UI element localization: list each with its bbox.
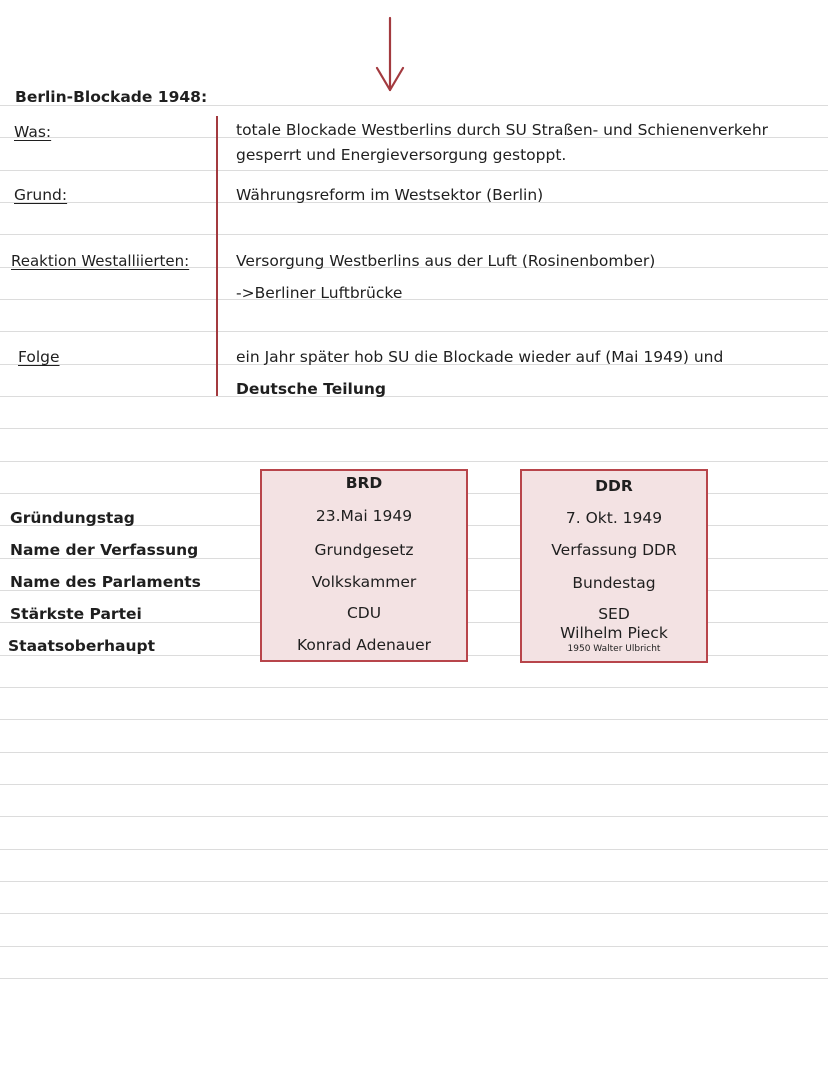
ddr-heading: DDR bbox=[595, 477, 633, 495]
brd-heading: BRD bbox=[345, 474, 383, 492]
label-grund: Grund: bbox=[14, 186, 68, 204]
brd-staatsoberhaupt: Konrad Adenauer bbox=[296, 636, 432, 654]
brd-box bbox=[260, 469, 468, 662]
row-label-verfassung: Name der Verfassung bbox=[10, 541, 199, 559]
label-was: Was: bbox=[14, 123, 52, 141]
row-label-parlament: Name des Parlaments bbox=[10, 573, 201, 591]
text-folge-line2: Deutsche Teilung bbox=[236, 380, 386, 398]
brd-verfassung: Grundgesetz bbox=[314, 541, 414, 559]
ddr-staatsoberhaupt: Wilhelm Pieck bbox=[560, 624, 668, 642]
vertical-divider bbox=[216, 116, 218, 396]
page-title: Berlin-Blockade 1948: bbox=[15, 88, 208, 106]
text-reaktion-line1: Versorgung Westberlins aus der Luft (Rosinenbomber) bbox=[236, 252, 656, 270]
ddr-staatsoberhaupt-note: 1950 Walter Ulbricht bbox=[567, 644, 661, 654]
text-folge-line1: ein Jahr später hob SU die Blockade wieder auf (Mai 1949) und bbox=[236, 348, 724, 366]
brd-partei: CDU bbox=[346, 604, 382, 622]
ddr-verfassung: Verfassung DDR bbox=[551, 541, 677, 559]
ddr-parlament: Bundestag bbox=[572, 574, 656, 592]
down-arrow-icon bbox=[374, 16, 406, 94]
text-was-line2: gesperrt und Energieversorgung gestoppt. bbox=[236, 146, 567, 164]
label-reaktion: Reaktion Westalliierten: bbox=[11, 252, 190, 270]
brd-parlament: Volkskammer bbox=[311, 573, 417, 591]
text-grund: Währungsreform im Westsektor (Berlin) bbox=[236, 186, 544, 204]
row-label-partei: Stärkste Partei bbox=[10, 605, 142, 623]
text-reaktion-line2: ->Berliner Luftbrücke bbox=[236, 284, 403, 302]
ddr-partei: SED bbox=[598, 605, 630, 623]
ddr-gruendungstag: 7. Okt. 1949 bbox=[565, 509, 663, 527]
label-folge: Folge bbox=[18, 348, 60, 366]
row-label-staatsoberhaupt: Staatsoberhaupt bbox=[8, 637, 156, 655]
brd-gruendungstag: 23.Mai 1949 bbox=[315, 507, 413, 525]
text-was-line1: totale Blockade Westberlins durch SU Straßen- und Schienenverkehr bbox=[236, 121, 769, 139]
row-label-gruendungstag: Gründungstag bbox=[10, 509, 135, 527]
